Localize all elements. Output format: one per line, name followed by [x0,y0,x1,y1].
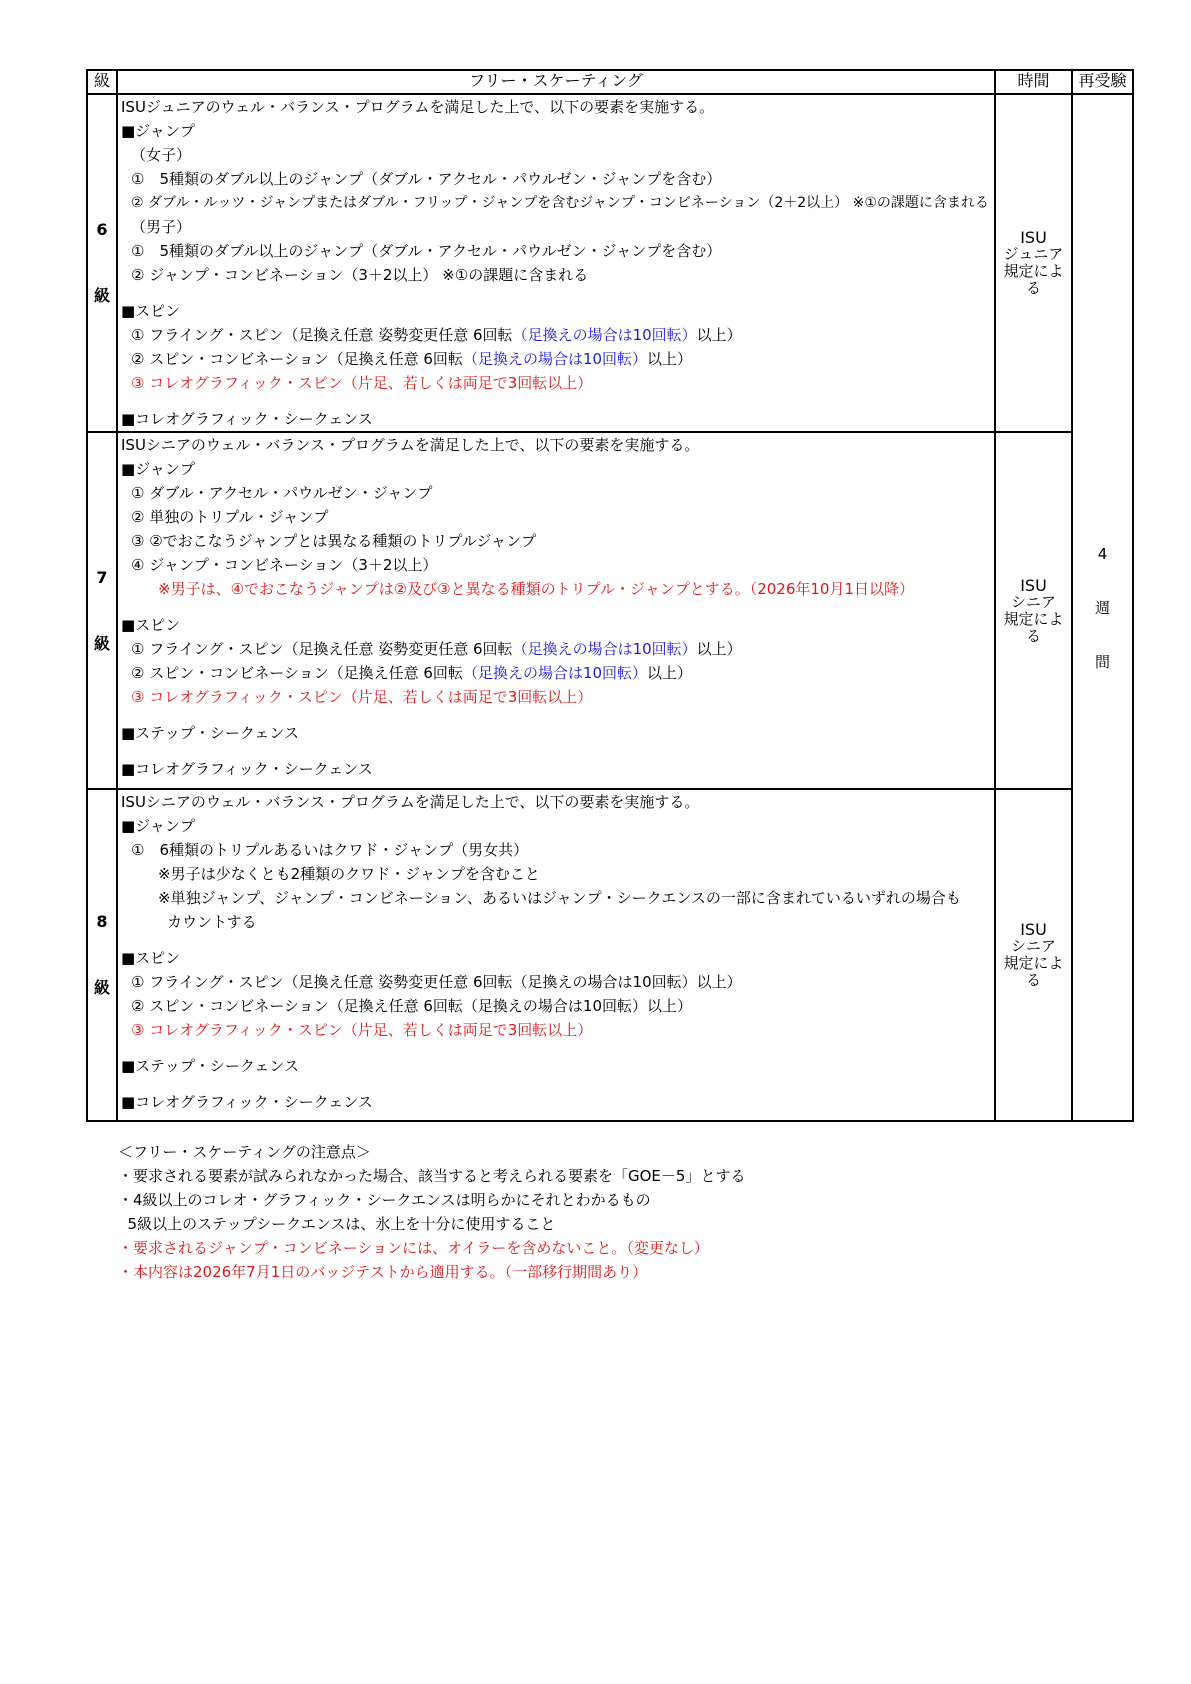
table-row-grade8 [87,789,1133,1121]
table-row-grade6 [87,94,1133,432]
header-grade: 級 [87,70,117,94]
time-text: 規定によ [1003,609,1064,628]
time-cell [995,94,1072,432]
section-heading-jump: ■ジャンプ [121,460,195,478]
time-text: る [1025,971,1041,989]
intro-text: ISUジュニアのウェル・バランス・プログラムを満足した上で、以下の要素を実施する。 [121,98,715,116]
header-content: フリー・スケーティング [117,70,995,94]
content-cell [117,432,995,789]
list-item: ① 6種類のトリプルあるいはクワド・ジャンプ（男女共） [131,841,529,859]
content-cell [117,789,995,1121]
item-highlight: （足換えの場合は10回転） [512,640,697,658]
item-text: 以上） [696,640,742,658]
retest-text: 間 [1094,652,1110,671]
note-text: ※男子は、④でおこなうジャンプは②及び③と異なる種類のトリプル・ジャンプとする。（2026年10月1日以降） [158,580,915,598]
time-text: ISU [1020,228,1047,247]
content-cell [117,94,995,432]
list-item: ② 単独のトリプル・ジャンプ [131,508,329,526]
list-item: ③ ②でおこなうジャンプとは異なる種類のトリプルジャンプ [131,532,537,550]
note-line: ・要求される要素が試みられなかった場合、該当すると考えられる要素を「GOE－5」とする [118,1167,746,1185]
intro-text: ISUシニアのウェル・バランス・プログラムを満足した上で、以下の要素を実施する。 [121,793,700,811]
item-text: ② スピン・コンビネーション（足換え任意 6回転 [131,664,463,682]
time-text: 規定によ [1003,954,1064,972]
list-item: ② スピン・コンビネーション（足換え任意 6回転（足換えの場合は10回転）以上） [131,997,693,1015]
intro-text: ISUシニアのウェル・バランス・プログラムを満足した上で、以下の要素を実施する。 [121,436,700,454]
section-heading-spin: ■スピン [121,616,181,634]
note-line: ・4級以上のコレオ・グラフィック・シークエンスは明らかにそれとわかるもの [118,1191,651,1209]
list-item [121,323,992,347]
list-item: ④ ジャンプ・コンビネーション（3＋2以上） [131,556,438,574]
section-heading-jump: ■ジャンプ [121,817,195,835]
note-line: 5級以上のステップシークエンスは、氷上を十分に使用すること [118,1215,556,1233]
section-heading-choreo: ■コレオグラフィック・シークェンス [121,760,373,778]
item-text: 以上） [696,326,742,344]
grade-suffix: 級 [93,286,110,305]
grade-suffix: 級 [93,633,110,653]
item-highlight: （足換えの場合は10回転） [512,326,697,344]
list-item: ① 5種類のダブル以上のジャンプ（ダブル・アクセル・パウルゼン・ジャンプを含む） [131,170,722,188]
note-text: カウントする [167,913,257,931]
note-text: ※単独ジャンプ、ジャンプ・コンビネーション、あるいはジャンプ・シークエンスの一部に含まれているいずれの場合も [158,889,961,907]
free-skating-table [86,69,1134,1122]
grade-cell [87,789,117,1121]
item-text: ② スピン・コンビネーション（足換え任意 6回転 [131,350,463,368]
men-label: （男子） [131,218,192,236]
time-text: 規定によ [1003,262,1064,280]
header-time: 時間 [995,70,1072,94]
section-heading-step: ■ステップ・シークェンス [121,1057,299,1075]
time-text: ISU [1020,575,1047,595]
grade-number: 8 [96,912,108,931]
grade-cell [87,94,117,432]
list-item: ③ コレオグラフィック・スピン（片足、若しくは両足で3回転以上） [131,688,593,706]
list-item: ② ジャンプ・コンビネーション（3＋2以上） ※①の課題に含まれる [131,266,589,284]
note-line: ・要求されるジャンプ・コンビネーションには、オイラーを含めないこと。（変更なし） [118,1239,709,1257]
list-item: ① 5種類のダブル以上のジャンプ（ダブル・アクセル・パウルゼン・ジャンプを含む） [131,242,722,260]
item-text: 以上） [647,664,693,682]
item-text: 以上） [647,350,693,368]
retest-text: 週 [1094,598,1110,617]
table-header [87,70,1133,94]
section-heading-spin: ■スピン [121,302,181,320]
item-text: ① フライング・スピン（足換え任意 姿勢変更任意 6回転 [131,326,513,344]
list-item [121,637,992,661]
section-heading-step: ■ステップ・シークェンス [121,724,299,742]
grade-cell [87,432,117,789]
header-retest: 再受験 [1072,70,1133,94]
note-line: ・本内容は2026年7月1日のバッジテストから適用する。（一部移行期間あり） [118,1263,648,1281]
section-heading-spin: ■スピン [121,949,181,967]
time-text: シニア [1010,592,1056,611]
time-text: ISU [1020,920,1047,939]
list-item: ③ コレオグラフィック・スピン（片足、若しくは両足で3回転以上） [131,374,593,392]
list-item: ① ダブル・アクセル・パウルゼン・ジャンプ [131,484,433,502]
time-text: ジュニア [1003,245,1064,263]
notes-title: ＜フリー・スケーティングの注意点＞ [118,1143,371,1161]
time-cell [995,432,1072,789]
list-item: ② ダブル・ルッツ・ジャンプまたはダブル・フリップ・ジャンプを含むジャンプ・コンビネーション（2＋2以上） ※①の課題に含まれる [131,195,989,211]
section-heading-choreo: ■コレオグラフィック・シークェンス [121,1093,373,1111]
notes-section [118,1140,745,1284]
women-label: （女子） [131,146,192,164]
retest-text: 4 [1097,544,1108,563]
time-text: る [1025,626,1041,645]
section-heading-choreo: ■コレオグラフィック・シークェンス [121,410,373,428]
list-item [121,347,992,371]
list-item: ③ コレオグラフィック・スピン（片足、若しくは両足で3回転以上） [131,1021,593,1039]
time-cell [995,789,1072,1121]
item-text: ① フライング・スピン（足換え任意 姿勢変更任意 6回転 [131,640,513,658]
list-item: ① フライング・スピン（足換え任意 姿勢変更任意 6回転（足換えの場合は10回転）以上） [131,973,742,991]
list-item [121,661,992,685]
section-heading-jump: ■ジャンプ [121,122,195,140]
item-highlight: （足換えの場合は10回転） [462,664,648,682]
time-text: シニア [1010,937,1056,955]
grade-suffix: 級 [93,978,110,997]
grade-number: 7 [96,567,108,587]
grade-number: 6 [96,220,108,239]
table-row-grade7 [87,432,1133,789]
note-text: ※男子は少なくとも2種類のクワド・ジャンプを含むこと [158,865,540,883]
item-highlight: （足換えの場合は10回転） [462,350,648,368]
retest-cell [1072,94,1133,1121]
time-text: る [1025,279,1041,297]
